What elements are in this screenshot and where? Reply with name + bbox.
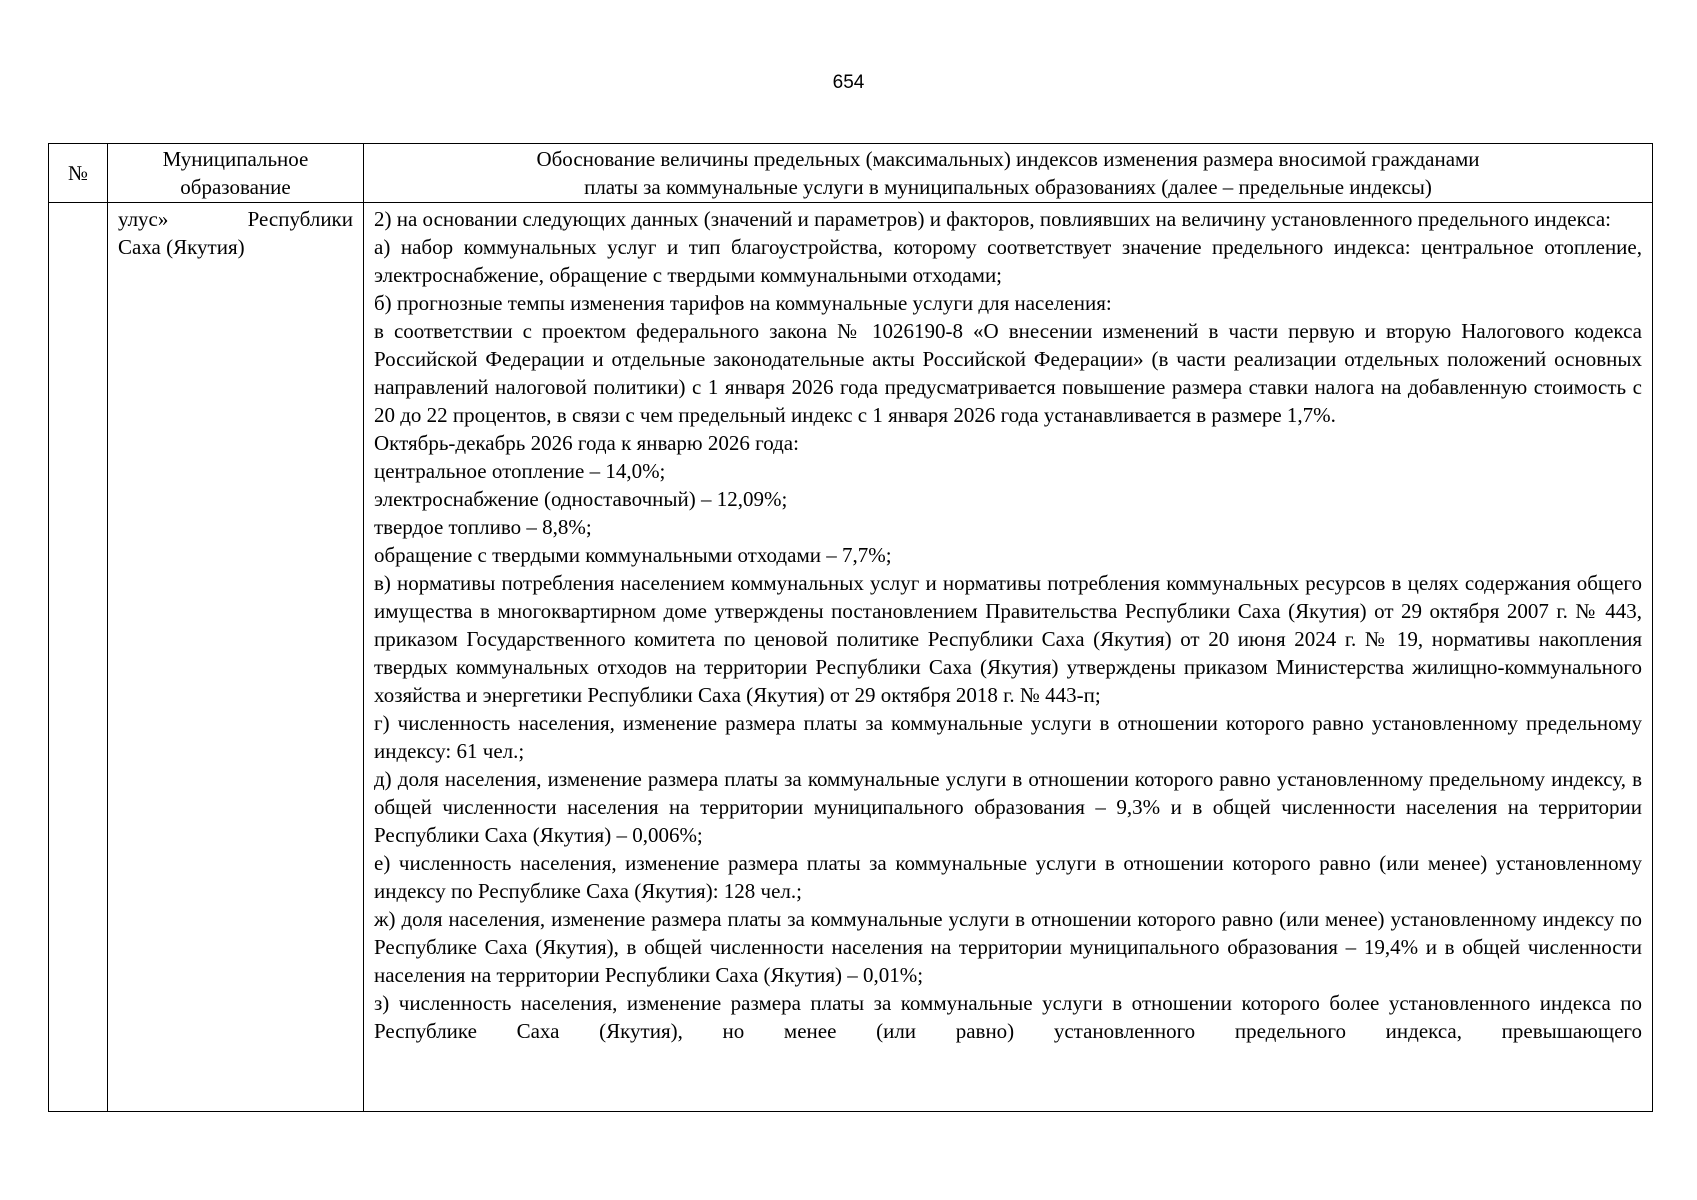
row-municipality-cell: [108, 203, 364, 1112]
paragraph-vat: в соответствии с проектом федерального закона № 1026190-8 «О внесении изменений в части первую и вторую Налогового кодекса Российской Федерации и отдельные законодательные акты Российской Федерации» (в части реализации отдельных положений основных направлений налоговой политики) с 1 января 2026 года предусматривается повышение размера ставки налога на добавленную стоимость с 20 до 22 процентов, в связи с чем предельный индекс с 1 января 2026 года устанавливается в размере 1,7%.: [374, 319, 1642, 427]
justification-table: [48, 143, 1653, 1112]
page-number: 654: [832, 72, 865, 93]
paragraph-electricity: электроснабжение (одноставочный) – 12,09%;: [374, 487, 788, 511]
row-number-cell: [49, 203, 108, 1112]
municipality-line2: Саха (Якутия): [118, 235, 245, 259]
header-justification-line2: платы за коммунальные услуги в муниципальных образованиях (далее – предельные индексы): [584, 175, 1432, 199]
paragraph-a: а) набор коммунальных услуг и тип благоустройства, которому соответствует значение предельного индекса: центральное отопление, электроснабжение, обращение с твердыми коммунальными отходами;: [374, 235, 1642, 287]
paragraph-period: Октябрь-декабрь 2026 года к январю 2026 года:: [374, 431, 799, 455]
paragraph-e: е) численность населения, изменение размера платы за коммунальные услуги в отношении которого равно (или менее) установленному индексу по Республике Саха (Якутия): 128 чел.;: [374, 851, 1642, 903]
header-number: №: [49, 144, 108, 203]
paragraph-waste: обращение с твердыми коммунальными отходами – 7,7%;: [374, 543, 892, 567]
paragraph-zh: ж) доля населения, изменение размера платы за коммунальные услуги в отношении которого равно (или менее) установленному индексу по Республике Саха (Якутия), в общей численности населения на территории муниципального образования – 19,4% и в общей численности населения на территории Республики Саха (Якутия) – 0,01%;: [374, 907, 1642, 987]
header-justification-line1: Обоснование величины предельных (максимальных) индексов изменения размера вносимой гражданами: [536, 147, 1480, 171]
paragraph-heating: центральное отопление – 14,0%;: [374, 459, 666, 483]
header-municipality: Муниципальное образование: [108, 144, 364, 203]
paragraph-v: в) нормативы потребления населением коммунальных услуг и нормативы потребления коммунальных ресурсов в целях содержания общего имущества в многоквартирном доме утверждены постановлением Правительства Республики Саха (Якутия) от 29 октября 2007 г. № 443, приказом Государственного комитета по ценовой политике Республики Саха (Якутия) от 20 июня 2024 г. № 19, нормативы накопления твердых коммунальных отходов на территории Республики Саха (Якутия) утверждены приказом Министерства жилищно-коммунального хозяйства и энергетики Республики Саха (Якутия) от 29 октября 2018 г. № 443-п;: [374, 571, 1642, 707]
paragraph-solid-fuel: твердое топливо – 8,8%;: [374, 515, 592, 539]
header-justification: [364, 144, 1653, 203]
paragraph-2-intro: 2) на основании следующих данных (значений и параметров) и факторов, повлиявших на величину установленного предельного индекса:: [374, 207, 1612, 231]
table-header-row: [49, 144, 1653, 203]
paragraph-b: б) прогнозные темпы изменения тарифов на коммунальные услуги для населения:: [374, 291, 1112, 315]
table-row: [49, 203, 1653, 1112]
paragraph-z: з) численность населения, изменение размера платы за коммунальные услуги в отношении которого более установленного индекса по Республике Саха (Якутия), но менее (или равно) установленного предельного индекса, превышающего: [374, 991, 1642, 1043]
paragraph-d: д) доля населения, изменение размера платы за коммунальные услуги в отношении которого равно установленному предельному индексу, в общей численности населения на территории муниципального образования – 9,3% и в общей численности населения на территории Республики Саха (Якутия) – 0,006%;: [374, 767, 1642, 847]
paragraph-g: г) численность населения, изменение размера платы за коммунальные услуги в отношении которого равно установленному предельному индексу: 61 чел.;: [374, 711, 1642, 763]
municipality-line1: улус» Республики: [118, 207, 353, 231]
row-justification-cell: [364, 203, 1653, 1112]
